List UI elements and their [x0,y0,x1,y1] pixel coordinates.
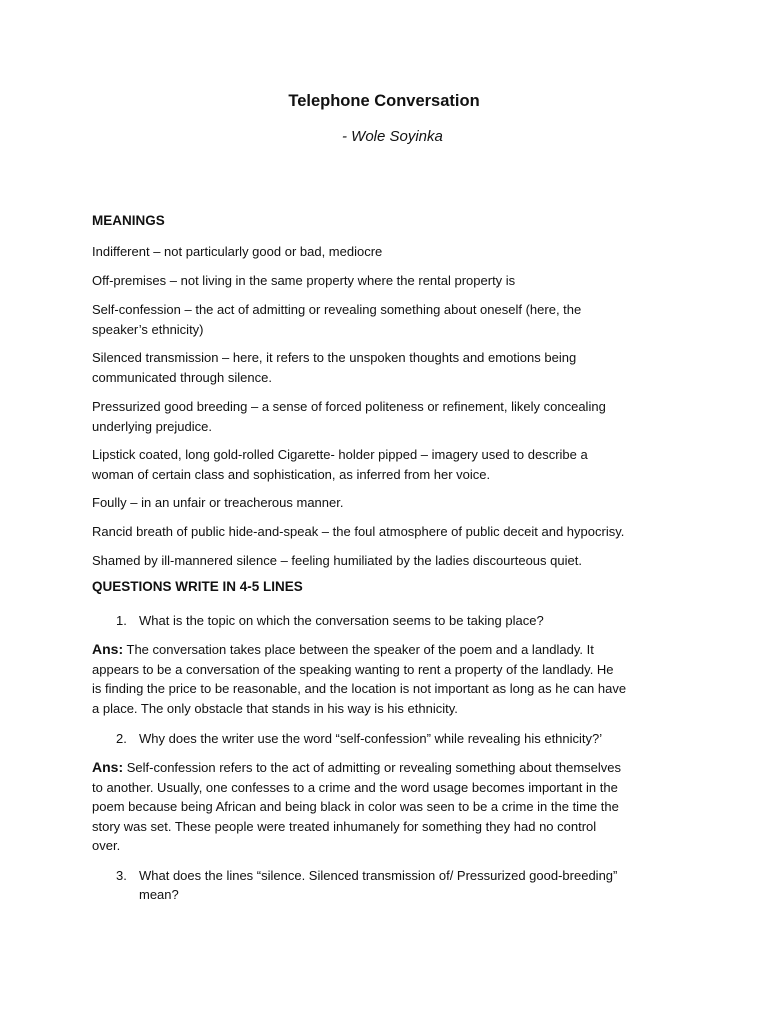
meaning-line: Silenced transmission – here, it refers to the unspoken thoughts and emotions being [92,350,577,365]
answer-line: Self-confession refers to the act of admitting or revealing something about themselves [123,760,621,775]
meaning-item [92,493,678,513]
question-number: 1. [116,613,127,628]
answer-block [92,640,678,718]
answer-line: story was set. These people were treated inhumanely for something they had no control [92,818,597,834]
meaning-line: underlying prejudice. [92,418,212,434]
answer-label: Ans: [92,759,124,775]
answer-line: over. [92,838,121,853]
meaning-item [92,271,678,291]
meaning-item [92,397,678,436]
meaning-line: Self-confession – the act of admitting or revealing something about oneself (here, the [92,302,582,317]
answer-line: appears to be a conversation of the speaking wanting to rent a property of the landlady. He [92,661,614,677]
answer-label: Ans: [92,641,124,657]
meanings-heading: MEANINGS [92,213,165,228]
question-line: Why does the writer use the word “self-confession” while revealing his ethnicity?’ [139,731,603,746]
meaning-line: Pressurized good breeding – a sense of forced politeness or refinement, likely concealing [92,399,606,414]
answer-line: a place. The only obstacle that stands in his way is his ethnicity. [92,700,458,716]
meaning-line: Rancid breath of public hide-and-speak – the foul atmosphere of public deceit and hypocrisy. [92,524,625,539]
question-number: 3. [116,868,127,883]
answer-line: poem because being African and being black in color was seen to be a crime in the time the [92,799,619,814]
meaning-item [92,348,678,387]
meaning-item [92,300,678,339]
meaning-item [92,445,678,484]
document-title: Telephone Conversation [288,92,480,110]
meaning-item [92,551,678,571]
question-number: 2. [116,731,127,746]
question-text [139,611,679,630]
meaning-line: woman of certain class and sophistication, as inferred from her voice. [92,466,491,482]
meaning-item [92,522,678,542]
meaning-line: communicated through silence. [92,369,272,385]
question-text [139,866,679,904]
meaning-item [92,242,678,262]
question-text [139,729,679,748]
meaning-line: Off-premises – not living in the same property where the rental property is [92,273,516,288]
questions-heading: QUESTIONS WRITE IN 4-5 LINES [92,579,303,594]
question-line: mean? [139,887,179,902]
meaning-line: Shamed by ill-mannered silence – feeling humiliated by the ladies discourteous quiet. [92,553,582,568]
question-line: What does the lines “silence. Silenced transmission of/ Pressurized good-breeding” [139,868,618,883]
answer-line: to another. Usually, one confesses to a crime and the word usage becomes important in the [92,779,618,795]
answer-block [92,758,678,856]
meaning-line: Lipstick coated, long gold-rolled Cigarette- holder pipped – imagery used to describe a [92,447,588,462]
meaning-line: speaker’s ethnicity) [92,321,204,337]
answer-line: The conversation takes place between the speaker of the poem and a landlady. It [123,642,594,657]
question-line: What is the topic on which the conversation seems to be taking place? [139,613,544,628]
meaning-line: Indifferent – not particularly good or bad, mediocre [92,244,383,259]
meaning-line: Foully – in an unfair or treacherous manner. [92,495,344,510]
answer-line: is finding the price to be reasonable, and the location is not important as long as he can have [92,681,627,696]
author-byline: - Wole Soyinka [342,128,443,145]
